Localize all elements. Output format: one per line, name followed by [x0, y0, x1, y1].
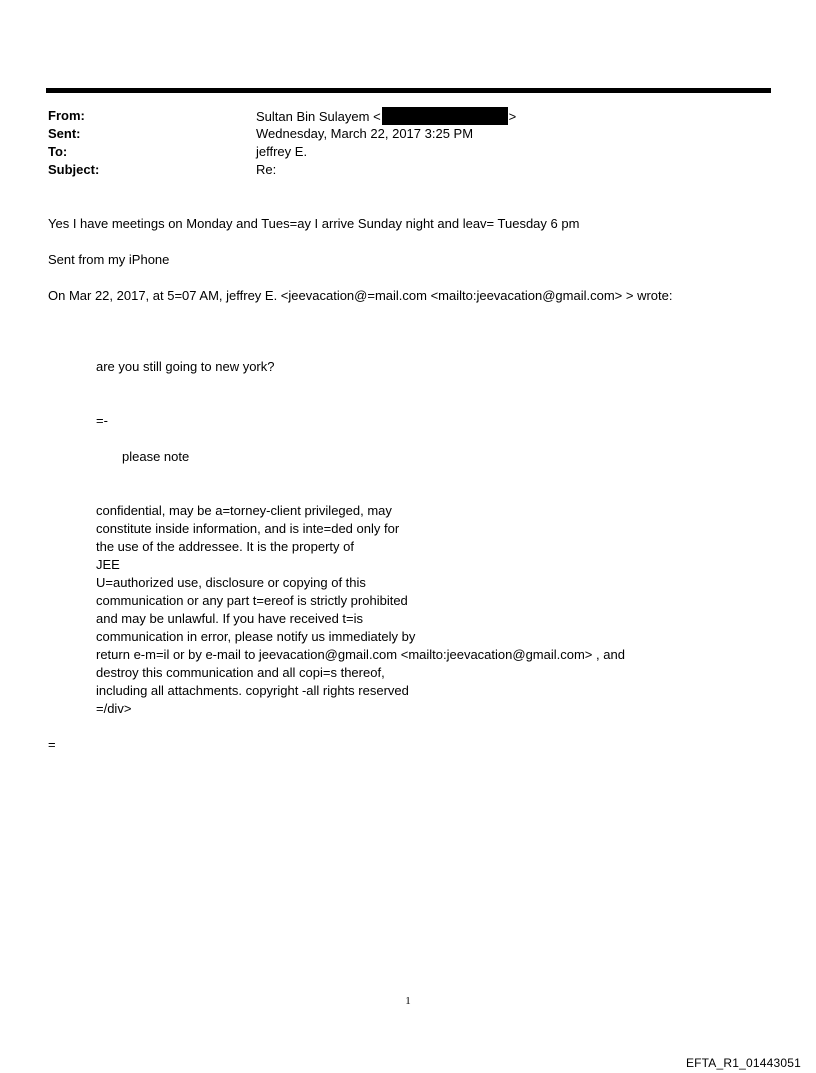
from-value — [256, 107, 516, 126]
bates-number: EFTA_R1_01443051 — [685, 1056, 801, 1070]
disclaimer-line: confidential, may be a=torney-client privileged, may — [96, 503, 392, 518]
quote-header: On Mar 22, 2017, at 5=07 AM, jeffrey E. <jeevacation@=mail.com <mailto:jeevacation@gmail.com> > wrote: — [48, 288, 673, 303]
to-value: jeffrey E. — [256, 144, 308, 159]
disclaimer-line: including all attachments. copyright -all rights reserved — [96, 683, 409, 698]
page-number: 1 — [405, 995, 411, 1007]
subject-value: Re: — [256, 162, 277, 177]
disclaimer-line: U=authorized use, disclosure or copying of this — [96, 575, 366, 590]
disclaimer-line: JEE — [96, 557, 120, 572]
disclaimer-line: and may be unlawful. If you have received t=is — [96, 611, 364, 626]
disclaimer-line: return e-m=il or by e-mail to jeevacation@gmail.com <mailto:jeevacation@gmail.com> , and — [96, 647, 625, 662]
signature-text: Sent from my iPhone — [48, 252, 170, 267]
sent-label: Sent: — [48, 126, 81, 141]
quoted-marker: =- — [96, 413, 108, 428]
disclaimer-line: destroy this communication and all copi=s thereof, — [96, 665, 385, 680]
header-rule — [46, 88, 771, 93]
from-open-bracket: < — [373, 109, 381, 124]
disclaimer-line: communication or any part t=ereof is strictly prohibited — [96, 593, 408, 608]
from-name: Sultan Bin Sulayem — [256, 109, 370, 124]
subject-label: Subject: — [48, 162, 100, 177]
quoted-question: are you still going to new york? — [96, 359, 275, 374]
disclaimer-line: constitute inside information, and is inte=ded only for — [96, 521, 400, 536]
from-close-bracket: > — [508, 109, 517, 124]
trailing-marker: = — [48, 737, 56, 752]
reply-text: Yes I have meetings on Monday and Tues=ay I arrive Sunday night and leav= Tuesday 6 pm — [48, 216, 580, 231]
from-label: From: — [48, 108, 85, 123]
disclaimer-line: =/div> — [96, 701, 132, 716]
redaction-bar — [382, 107, 508, 125]
please-note: please note — [122, 449, 190, 464]
disclaimer-line: communication in error, please notify us immediately by — [96, 629, 416, 644]
sent-value: Wednesday, March 22, 2017 3:25 PM — [256, 126, 474, 141]
to-label: To: — [48, 144, 68, 159]
disclaimer-line: the use of the addressee. It is the property of — [96, 539, 354, 554]
